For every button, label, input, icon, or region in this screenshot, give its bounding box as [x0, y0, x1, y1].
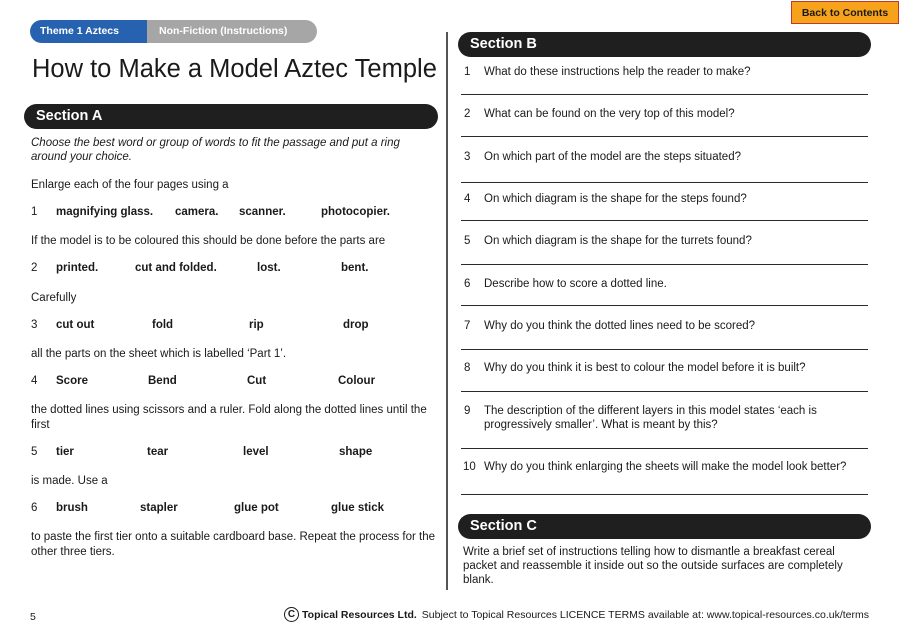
option-choice[interactable]: rip	[249, 319, 264, 331]
answer-line[interactable]	[461, 220, 868, 221]
question-text: Why do you think the dotted lines need to be scored?	[484, 320, 756, 332]
question-number: 2	[464, 108, 471, 120]
option-number: 3	[31, 319, 38, 331]
answer-line[interactable]	[461, 349, 868, 350]
option-choice[interactable]: glue stick	[331, 502, 385, 514]
question-text: The description of the different layers in this model states ‘each is progressively smaller’. What is meant by this?	[484, 405, 817, 431]
option-number: 6	[31, 502, 38, 514]
question-number: 10	[463, 461, 476, 473]
question-number: 3	[464, 151, 471, 163]
answer-line[interactable]	[461, 94, 868, 95]
option-choice[interactable]: glue pot	[234, 502, 279, 514]
page-number: 5	[30, 611, 36, 623]
question-text: What can be found on the very top of this model?	[484, 108, 735, 120]
option-choice[interactable]: brush	[56, 502, 88, 514]
option-choice[interactable]: cut out	[56, 319, 95, 331]
licence-text: Subject to Topical Resources LICENCE TERMS available at: www.topical-resources.co.uk/terms	[421, 608, 869, 621]
theme-tag: Theme 1 Aztecs	[30, 20, 147, 43]
option-choice[interactable]: magnifying glass.	[56, 206, 154, 218]
option-number: 5	[31, 446, 38, 458]
option-choice[interactable]: shape	[339, 446, 373, 458]
back-to-contents-button[interactable]: Back to Contents	[791, 1, 899, 24]
question-text: What do these instructions help the reader to make?	[484, 66, 751, 78]
option-choice[interactable]: scanner.	[239, 206, 286, 218]
option-choice[interactable]: stapler	[140, 502, 178, 514]
section-a-instruction: Choose the best word or group of words to fit the passage and put a ring around your choice.	[31, 137, 400, 163]
option-choice[interactable]: cut and folded.	[135, 262, 217, 274]
passage-text-1: If the model is to be coloured this should be done before the parts are	[31, 235, 386, 247]
question-text: On which diagram is the shape for the steps found?	[484, 193, 747, 205]
option-choice[interactable]: bent.	[341, 262, 369, 274]
question-text: Why do you think it is best to colour the model before it is built?	[484, 362, 806, 374]
answer-line[interactable]	[461, 136, 868, 137]
section-b-heading: Section B	[458, 32, 871, 57]
section-c-text: Write a brief set of instructions telling how to dismantle a breakfast cereal packet and reassemble it inside out so the outside surfaces are completely blank.	[463, 546, 843, 586]
theme-tags	[30, 20, 317, 43]
option-number: 2	[31, 262, 38, 274]
question-number: 5	[464, 235, 471, 247]
section-a-heading: Section A	[24, 104, 438, 129]
answer-line[interactable]	[461, 264, 868, 265]
option-choice[interactable]: lost.	[257, 262, 281, 274]
answer-line[interactable]	[461, 182, 868, 183]
text-type-tag: Non-Fiction (Instructions)	[147, 20, 317, 43]
passage-text-5: is made. Use a	[31, 475, 108, 487]
option-choice[interactable]: Bend	[148, 375, 177, 387]
option-number: 4	[31, 375, 38, 387]
passage-text-2: Carefully	[31, 292, 77, 304]
option-number: 1	[31, 206, 38, 218]
answer-line[interactable]	[461, 448, 868, 449]
answer-line[interactable]	[461, 305, 868, 306]
question-text: Describe how to score a dotted line.	[484, 278, 667, 290]
question-number: 6	[464, 278, 471, 290]
section-c-heading: Section C	[458, 514, 871, 539]
footer	[284, 607, 869, 622]
question-number: 9	[464, 405, 471, 417]
option-choice[interactable]: Cut	[247, 375, 267, 387]
publisher-name: Topical Resources Ltd.	[302, 608, 417, 621]
passage-text-4: the dotted lines using scissors and a ruler. Fold along the dotted lines until the first	[31, 404, 427, 431]
question-number: 1	[464, 66, 471, 78]
passage-text-3: all the parts on the sheet which is labelled ‘Part 1’.	[31, 348, 287, 360]
question-number: 7	[464, 320, 471, 332]
question-text: Why do you think enlarging the sheets will make the model look better?	[484, 461, 847, 473]
answer-line[interactable]	[461, 391, 868, 392]
question-number: 4	[464, 193, 471, 205]
option-choice[interactable]: drop	[343, 319, 369, 331]
option-choice[interactable]: tier	[56, 446, 74, 458]
option-choice[interactable]: photocopier.	[321, 206, 390, 218]
passage-text-0: Enlarge each of the four pages using a	[31, 179, 229, 191]
copyright-icon: C	[284, 607, 299, 622]
passage-text-6: to paste the first tier onto a suitable cardboard base. Repeat the process for the other three tiers.	[31, 531, 436, 558]
question-text: On which diagram is the shape for the turrets found?	[484, 235, 752, 247]
answer-line[interactable]	[461, 494, 868, 495]
page-title: How to Make a Model Aztec Temple	[32, 55, 437, 83]
option-choice[interactable]: tear	[147, 446, 169, 458]
option-choice[interactable]: level	[243, 446, 269, 458]
option-choice[interactable]: fold	[152, 319, 174, 331]
column-divider	[446, 32, 448, 590]
option-choice[interactable]: printed.	[56, 262, 99, 274]
question-text: On which part of the model are the steps situated?	[484, 151, 741, 163]
option-choice[interactable]: camera.	[175, 206, 219, 218]
option-choice[interactable]: Score	[56, 375, 88, 387]
question-number: 8	[464, 362, 471, 374]
option-choice[interactable]: Colour	[338, 375, 376, 387]
